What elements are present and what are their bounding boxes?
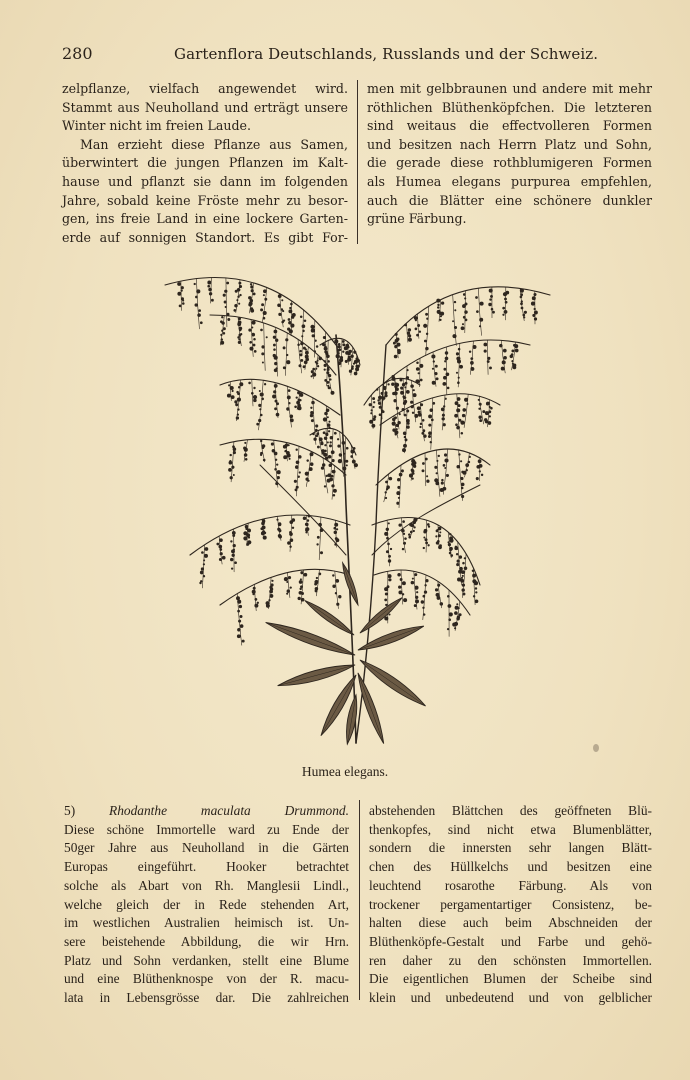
text-line: sind weitaus die effectvolleren Formen xyxy=(367,118,652,134)
text-line: solche als Abart von Rh. Manglesii Lindl., xyxy=(64,877,349,893)
text-line: Winter nicht im freien Laude. xyxy=(62,118,251,134)
text-line: hause und pflanzt sie dann im folgenden xyxy=(62,173,348,189)
column-divider xyxy=(357,80,358,244)
text-line: Stammt aus Neuholland und erträgt unsere xyxy=(62,99,348,115)
text-line: auch die Blätter eine schönere dunkler xyxy=(367,192,652,208)
text-line: leuchtend rosarothe Färbung. Als von xyxy=(369,877,652,893)
text-line: im westlichen Australien heimisch ist. Un- xyxy=(64,915,349,931)
text-line: ren daher zu den schönsten Immortellen. xyxy=(369,952,652,968)
bottom-left-column xyxy=(64,802,349,1008)
page-header xyxy=(62,44,652,66)
running-title: Gartenflora Deutschlands, Russlands und der Schweiz. xyxy=(174,45,599,63)
page-number: 280 xyxy=(62,44,93,63)
paper-speck xyxy=(593,744,599,752)
top-right-column xyxy=(367,80,652,229)
text-line: Platz und Sohn verdanken, stellt eine Blume xyxy=(64,952,349,968)
text-line: Man erzieht diese Pflanze aus Samen, xyxy=(80,136,348,152)
text-line: thenkopfes, sind nicht etwa Blumenblätter, xyxy=(369,821,652,837)
text-line: sere beistehende Abbildung, die wir Hrn. xyxy=(64,933,349,949)
text-line: lata in Lebensgrösse dar. Die zahlreichen xyxy=(64,990,349,1006)
text-line: men mit gelbbraunen und andere mit mehr xyxy=(367,81,652,96)
text-line: Die eigentlichen Blumen der Scheibe sind xyxy=(369,971,652,987)
text-line: chen des Hüllkelchs und besitzen eine xyxy=(369,859,652,875)
plant-illustration xyxy=(150,255,570,755)
top-left-column xyxy=(62,80,348,247)
text-line: trockener pergamentartiger Consistenz, be- xyxy=(369,896,652,912)
text-line: röthlichen Blüthenköpfchen. Die letzteren xyxy=(367,99,652,115)
text-line: als Humea elegans purpurea empfehlen, xyxy=(367,173,652,189)
text-line xyxy=(64,802,349,821)
text-line: sondern die innersten sehr langen Blätt- xyxy=(369,840,652,856)
text-line: zelpflanze, vielfach angewendet wird. xyxy=(62,81,348,96)
column-divider xyxy=(359,800,360,1000)
text-line: Diese schöne Immortelle ward zu Ende der xyxy=(64,821,349,837)
text-line: Blüthenköpfe-Gestalt und Farbe und gehö- xyxy=(369,933,652,949)
text-line: gen, ins freie Land in eine lockere Garten- xyxy=(62,211,348,227)
figure-caption: Humea elegans. xyxy=(301,764,389,779)
text-line: die gerade diese rothblumigeren Formen xyxy=(367,155,652,171)
text-line: klein und unbedeutend und von gelblicher xyxy=(369,990,652,1006)
text-line: Jahre, sobald keine Fröste mehr zu besor- xyxy=(62,192,348,208)
text-line: und eine Blüthenknospe von der R. macu- xyxy=(64,971,349,987)
text-line: überwintert die jungen Pflanzen im Kalt- xyxy=(62,155,348,171)
text-line: welche gleich der in Rede stehenden Art, xyxy=(64,896,349,912)
species-name: Rhodanthe maculata Drummond. xyxy=(109,803,349,818)
text-line: halten diese auch beim Abschneiden der xyxy=(369,915,652,931)
text-line: erde auf sonnigen Standort. Es gibt For- xyxy=(62,229,348,245)
text-line: abstehenden Blättchen des geöffneten Blü- xyxy=(369,803,652,818)
bottom-right-column xyxy=(369,802,652,1008)
text-line: grüne Färbung. xyxy=(367,211,467,227)
text-line: Europas eingeführt. Hooker betrachtet xyxy=(64,859,349,875)
text-line: 50ger Jahre aus Neuholland in die Gärten xyxy=(64,840,349,856)
text-line: und besitzen nach Herrn Platz und Sohn, xyxy=(367,136,652,152)
item-number: 5) xyxy=(64,803,76,818)
